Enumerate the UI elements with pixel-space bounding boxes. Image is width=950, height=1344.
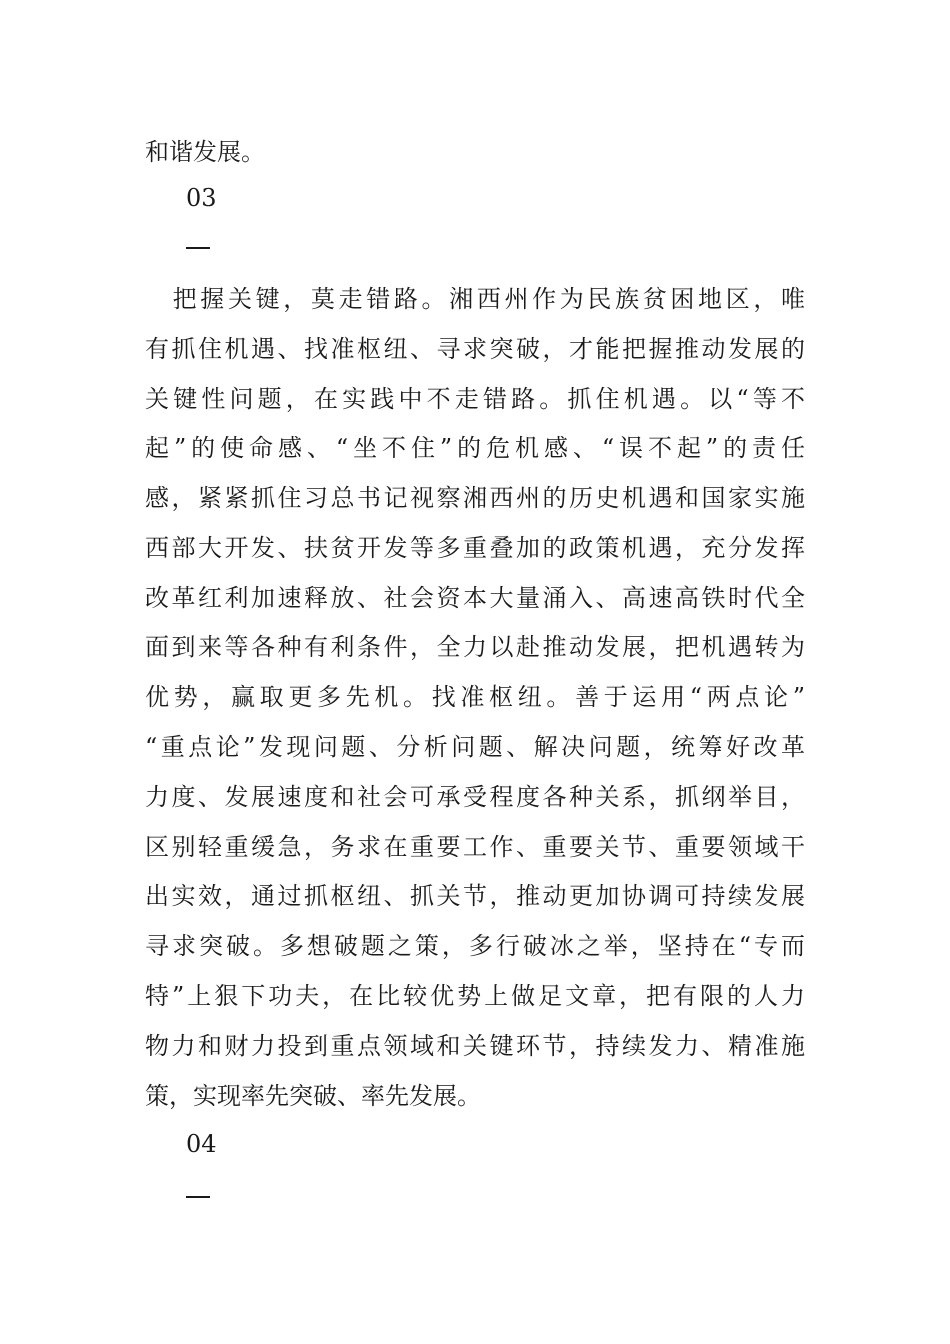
body-line-last: 策，实现率先突破、率先发展。 xyxy=(145,1082,481,1110)
body-line: 改革红利加速释放、社会资本大量涌入、高速高铁时代全 xyxy=(145,584,805,612)
body-line: 面到来等各种有利条件，全力以赴推动发展，把机遇转为 xyxy=(145,633,805,661)
section-divider-04 xyxy=(186,1196,210,1198)
body-line: 特”上狠下功夫，在比较优势上做足文章，把有限的人力 xyxy=(145,982,805,1010)
body-line: 把握关键，莫走错路。湘西州作为民族贫困地区，唯 xyxy=(145,285,805,313)
body-line: 有抓住机遇、找准枢纽、寻求突破，才能把握推动发展的 xyxy=(145,335,805,363)
body-line: “重点论”发现问题、分析问题、解决问题，统筹好改革 xyxy=(145,733,805,761)
section-divider-03 xyxy=(186,247,210,249)
body-line: 西部大开发、扶贫开发等多重叠加的政策机遇，充分发挥 xyxy=(145,534,805,562)
body-line: 起”的使命感、“坐不住”的危机感、“误不起”的责任 xyxy=(145,434,805,462)
section-number-03: 03 xyxy=(186,184,217,212)
body-line: 寻求突破。多想破题之策，多行破冰之举，坚持在“专而 xyxy=(145,932,805,960)
body-line: 力度、发展速度和社会可承受程度各种关系，抓纲举目， xyxy=(145,783,805,811)
body-line: 感，紧紧抓住习总书记视察湘西州的历史机遇和国家实施 xyxy=(145,484,805,512)
body-line: 出实效，通过抓枢纽、抓关节，推动更加协调可持续发展 xyxy=(145,882,805,910)
section-number-04: 04 xyxy=(186,1130,217,1158)
intro-tail-text: 和谐发展。 xyxy=(145,138,265,166)
body-line: 优势，赢取更多先机。找准枢纽。善于运用“两点论” xyxy=(145,683,805,711)
body-line: 关键性问题，在实践中不走错路。抓住机遇。以“等不 xyxy=(145,385,805,413)
body-line: 物力和财力投到重点领域和关键环节，持续发力、精准施 xyxy=(145,1032,805,1060)
body-line: 区别轻重缓急，务求在重要工作、重要关节、重要领域干 xyxy=(145,833,805,861)
